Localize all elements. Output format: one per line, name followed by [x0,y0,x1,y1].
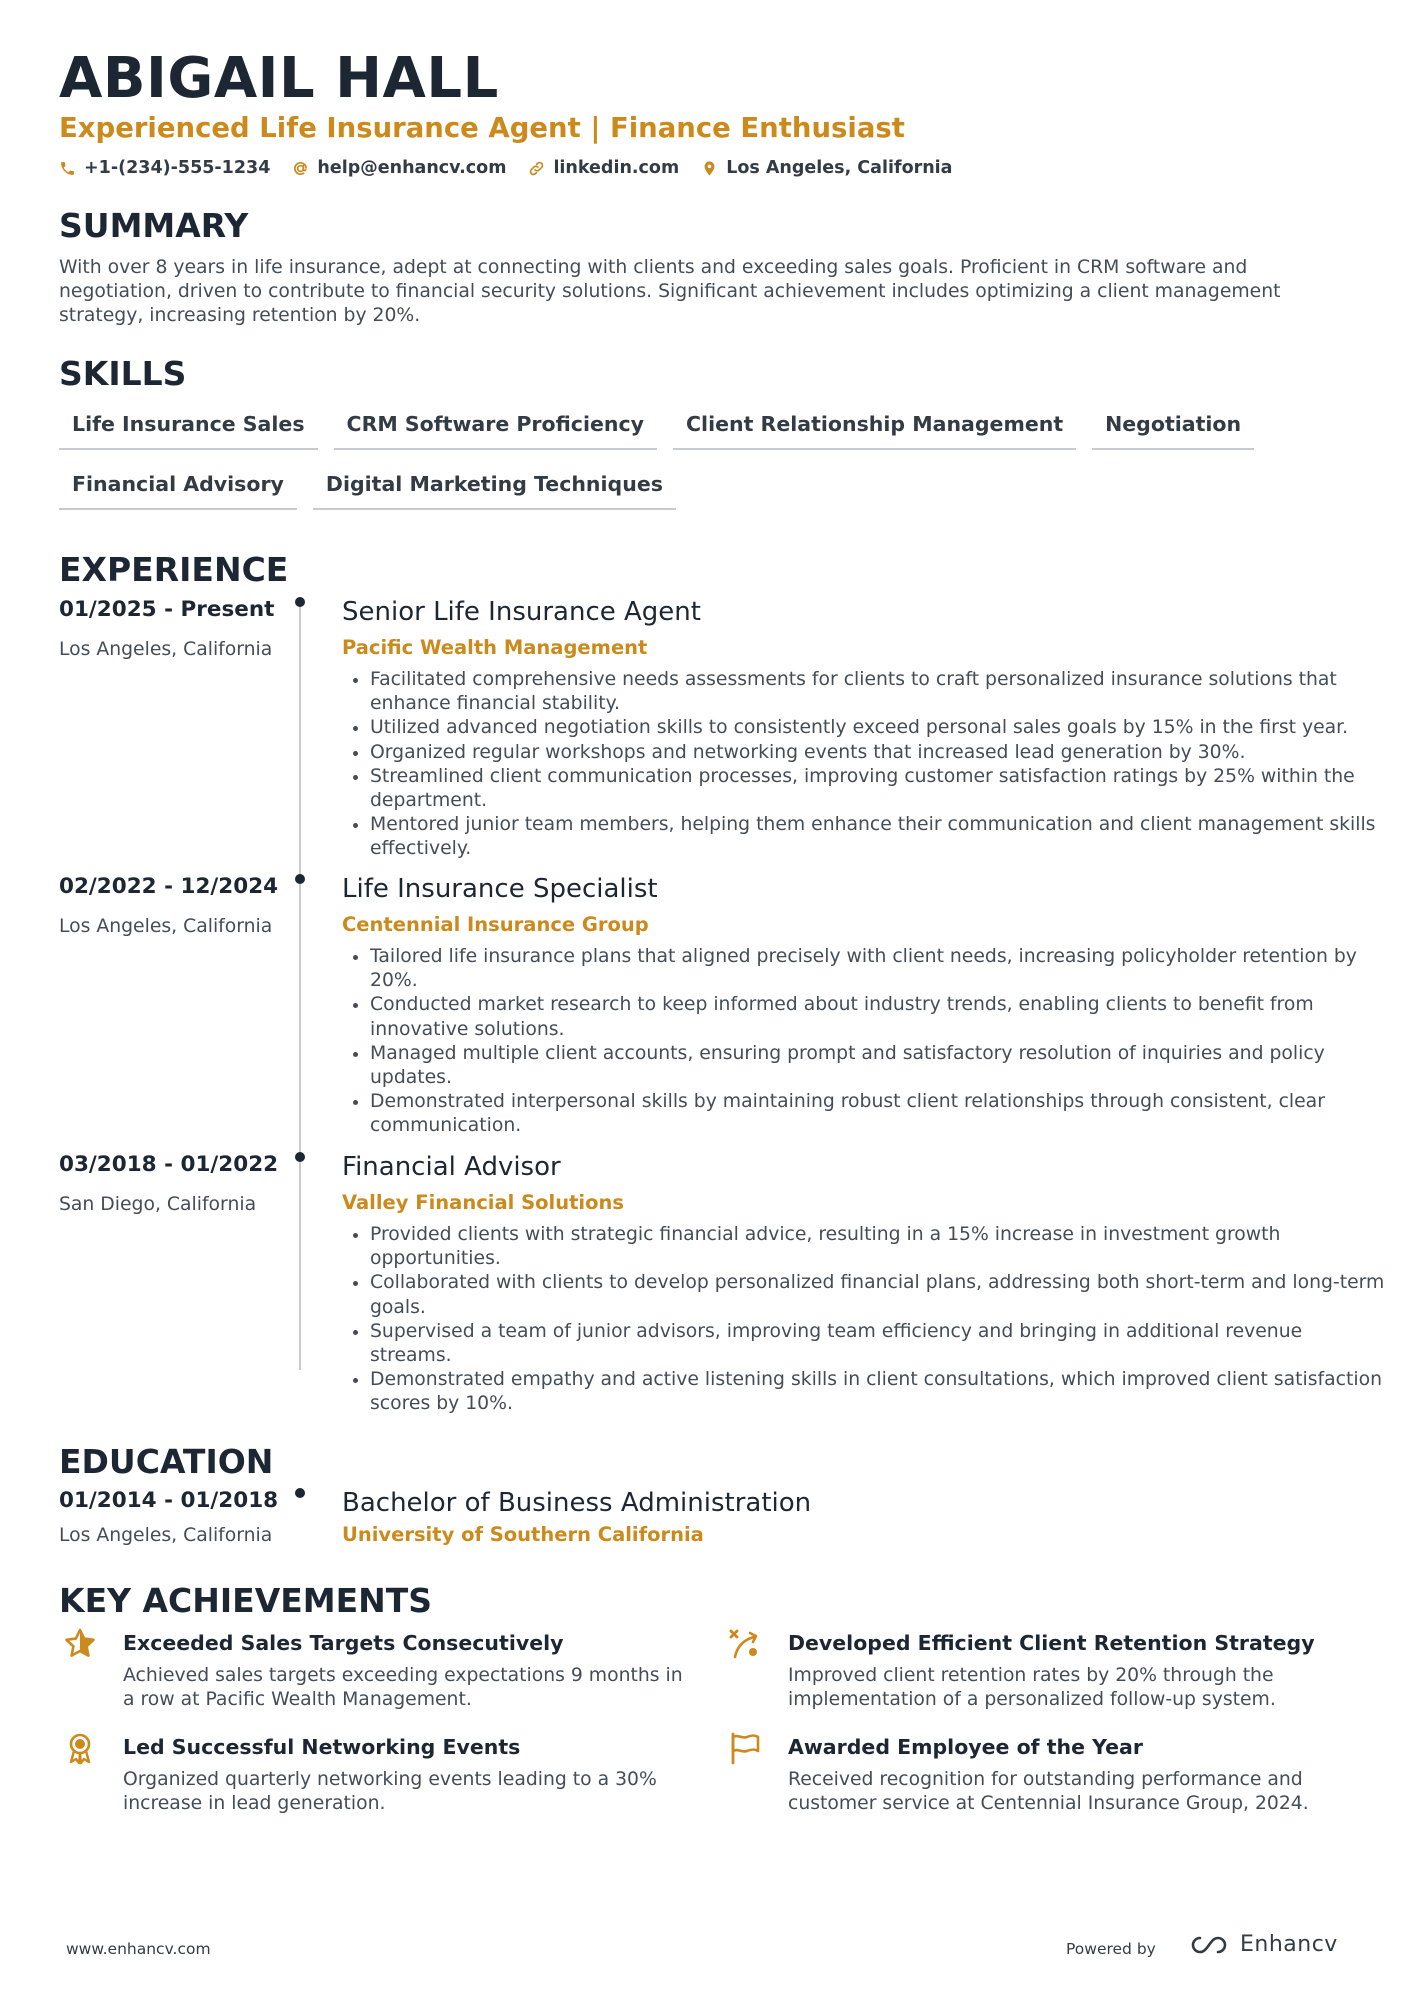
education-school: University of Southern California [342,1523,704,1546]
contact-linkedin[interactable] [528,158,679,178]
enhancv-logo[interactable] [1186,1932,1338,1957]
education-location: Los Angeles, California [59,1525,273,1546]
job-bullet: • Streamlined client communication processes, improving customer satisfaction ratings by 25% within the department. [370,765,1385,813]
contact-phone[interactable] [59,158,270,178]
job-bullet: • Conducted market research to keep informed about industry trends, enabling clients to benefit from innovative solutions. [370,993,1385,1041]
job-bullet: • Mentored junior team members, helping them enhance their communication and client management skills effectively. [370,813,1385,861]
contact-linkedin-text: linkedin.com [553,158,680,178]
timeline-dot [295,874,305,884]
job-bullets [342,668,1385,862]
experience-heading: EXPERIENCE [59,550,289,589]
flag-icon [728,1731,762,1765]
location-pin-icon [701,160,718,177]
achievement-title: Exceeded Sales Targets Consecutively [123,1631,564,1655]
skill-tag: Life Insurance Sales [59,411,318,450]
contact-location [701,158,952,178]
job-company: Valley Financial Solutions [342,1191,624,1214]
job-dates: 01/2025 - Present [59,597,275,622]
contact-email-text: help@enhancv.com [317,158,507,178]
job-bullet: • Provided clients with strategic financial advice, resulting in a 15% increase in investment growth opportunities. [370,1223,1385,1271]
job-bullet: • Demonstrated interpersonal skills by maintaining robust client relationships through consistent, clear communication. [370,1090,1385,1138]
job-company: Centennial Insurance Group [342,913,649,936]
enhancv-logo-text: Enhancv [1240,1932,1338,1957]
job-bullet: • Tailored life insurance plans that aligned precisely with client needs, increasing policyholder retention by 20%. [370,945,1385,993]
education-heading: EDUCATION [59,1442,274,1481]
job-bullet: • Facilitated comprehensive needs assessments for clients to craft personalized insurance solutions that enhance financial stability. [370,668,1385,716]
skill-tag: Negotiation [1092,411,1254,450]
job-dates: 02/2022 - 12/2024 [59,874,279,899]
contact-phone-text: +1-(234)-555-1234 [84,158,271,178]
medal-icon [63,1731,97,1765]
job-dates: 03/2018 - 01/2022 [59,1152,279,1177]
timeline-dot [295,1488,305,1498]
achievement-text: Improved client retention rates by 20% through the implementation of a personalized follow-up system. [788,1665,1276,1711]
link-icon [528,160,545,177]
job-bullets [342,1223,1385,1417]
achievement-text: Organized quarterly networking events leading to a 30% increase in lead generation. [123,1769,657,1815]
at-icon [292,160,309,177]
summary-heading: SUMMARY [59,206,249,245]
job-title: Financial Advisor [342,1152,561,1182]
education-degree: Bachelor of Business Administration [342,1488,812,1518]
job-title: Senior Life Insurance Agent [342,597,701,627]
contact-location-text: Los Angeles, California [726,158,953,178]
job-location: San Diego, California [59,1194,257,1215]
footer-powered-by: Powered by [1066,1940,1156,1958]
contact-bar [59,158,953,178]
enhancv-logo-icon [1186,1933,1232,1957]
achievement-text: Received recognition for outstanding performance and customer service at Centennial Insurance Group, 2024. [788,1769,1309,1815]
skill-tag: Client Relationship Management [673,411,1076,450]
summary-text: With over 8 years in life insurance, adept at connecting with clients and exceeding sales goals. Proficient in CRM software and negotiation, driven to contribute to financial security solutions. Significant achievement includes optimizing a client management strategy, increasing retention by 20%. [59,257,1281,327]
job-location: Los Angeles, California [59,916,273,937]
job-bullet: • Organized regular workshops and networking events that increased lead generation by 30%. [370,741,1385,765]
achievement-title: Led Successful Networking Events [123,1735,521,1759]
skills-row-1 [59,411,1254,450]
job-bullets [342,945,1385,1139]
footer-url[interactable]: www.enhancv.com [66,1940,211,1958]
skills-heading: SKILLS [59,354,187,393]
job-bullet: • Collaborated with clients to develop personalized financial plans, addressing both short-term and long-term goals. [370,1271,1385,1319]
candidate-tagline: Experienced Life Insurance Agent | Finance Enthusiast [59,112,905,144]
job-location: Los Angeles, California [59,639,273,660]
achievements-heading: KEY ACHIEVEMENTS [59,1581,433,1620]
achievement-title: Developed Efficient Client Retention Strategy [788,1631,1315,1655]
star-icon [63,1627,97,1661]
timeline-dot [295,597,305,607]
job-company: Pacific Wealth Management [342,636,648,659]
candidate-name: ABIGAIL HALL [59,46,499,111]
skills-row-2 [59,471,676,510]
experience-timeline-line [299,601,301,1370]
phone-icon [59,160,76,177]
job-title: Life Insurance Specialist [342,874,658,904]
job-bullet: • Demonstrated empathy and active listening skills in client consultations, which improved client satisfaction scores by 10%. [370,1368,1385,1416]
skill-tag: CRM Software Proficiency [334,411,657,450]
strategy-icon [728,1627,762,1661]
contact-email[interactable] [292,158,506,178]
achievement-title: Awarded Employee of the Year [788,1735,1143,1759]
skill-tag: Digital Marketing Techniques [313,471,676,510]
achievement-text: Achieved sales targets exceeding expectations 9 months in a row at Pacific Wealth Management. [123,1665,683,1711]
timeline-dot [295,1152,305,1162]
job-bullet: • Managed multiple client accounts, ensuring prompt and satisfactory resolution of inquiries and policy updates. [370,1042,1385,1090]
job-bullet: • Utilized advanced negotiation skills to consistently exceed personal sales goals by 15% in the first year. [370,716,1385,740]
skill-tag: Financial Advisory [59,471,297,510]
job-bullet: • Supervised a team of junior advisors, improving team efficiency and bringing in additional revenue streams. [370,1320,1385,1368]
education-dates: 01/2014 - 01/2018 [59,1488,279,1513]
